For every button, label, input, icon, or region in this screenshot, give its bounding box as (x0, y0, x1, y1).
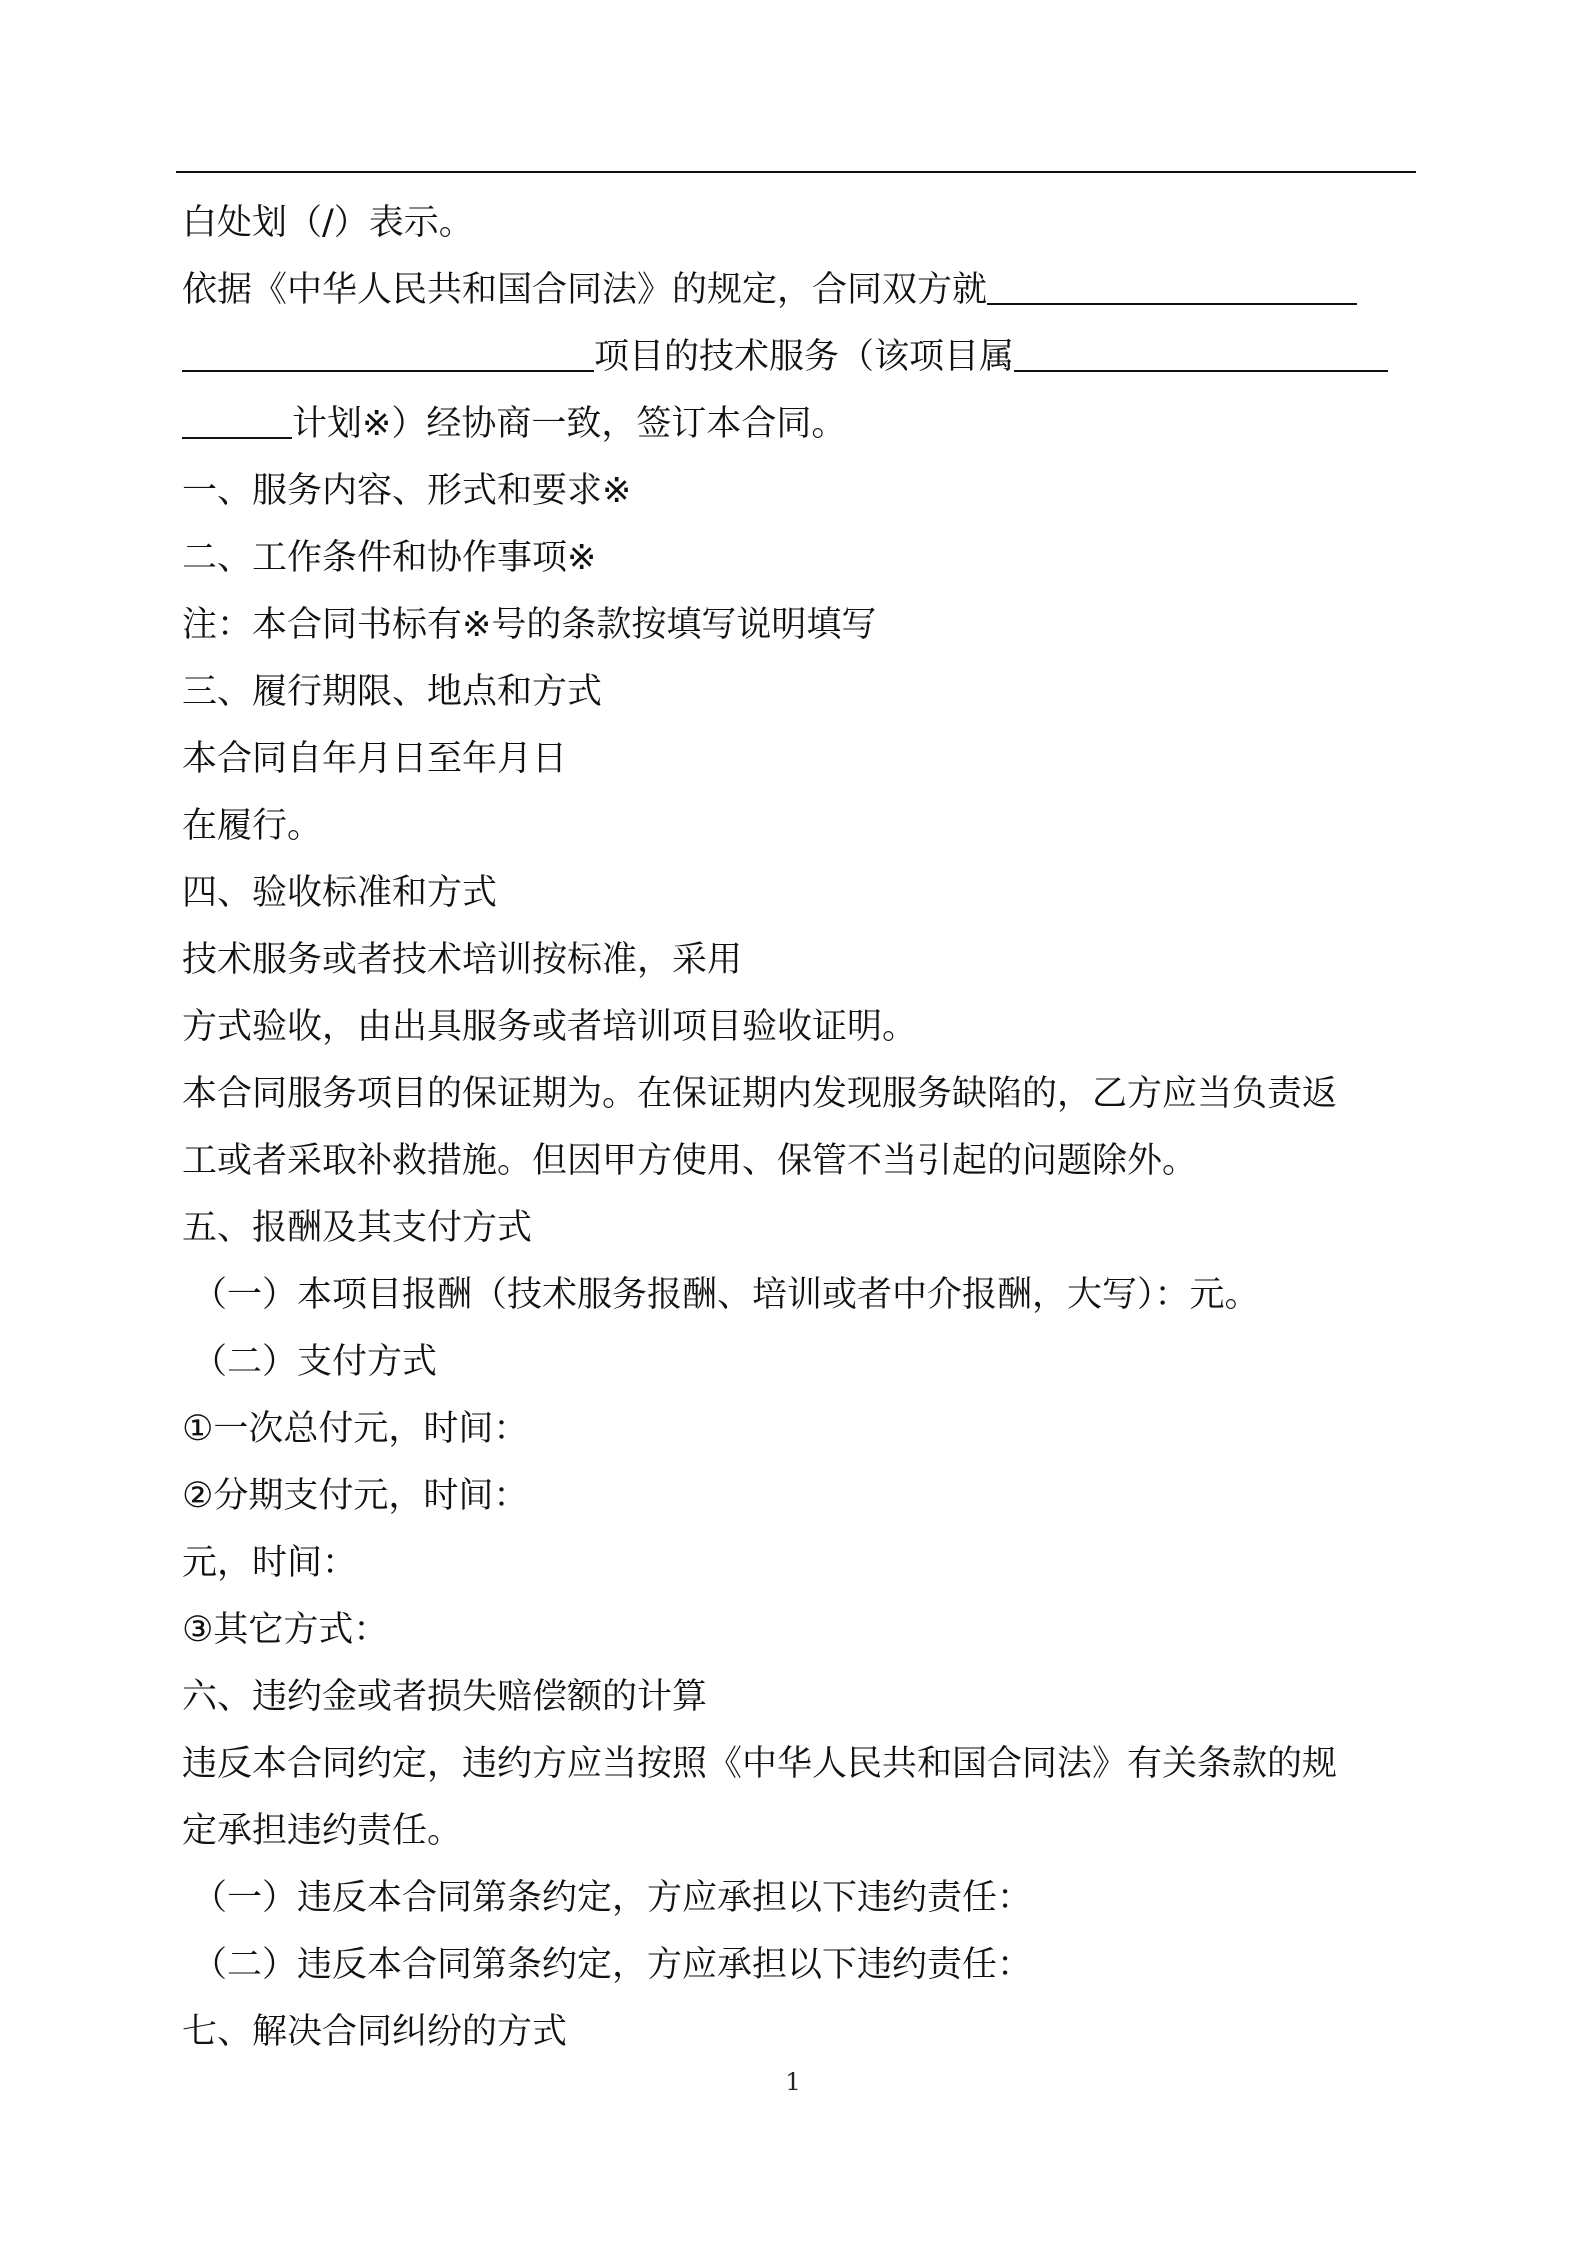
line-text: 四、验收标准和方式 (182, 873, 498, 913)
line-text: 在履行。 (182, 806, 323, 846)
section-heading (182, 525, 1418, 592)
line-text: 二、工作条件和协作事项※ (182, 538, 597, 578)
text-line (182, 1061, 1418, 1128)
text-line (182, 1396, 1418, 1463)
line-text: （一）违反本合同第条约定，方应承担以下违约责任： (192, 1878, 1033, 1918)
section-heading (182, 659, 1418, 726)
text-line (182, 190, 1418, 257)
text-line (182, 1798, 1418, 1865)
fill-blank (987, 263, 1357, 305)
text-line (182, 1731, 1418, 1798)
text-line (182, 994, 1418, 1061)
text-line (182, 1530, 1418, 1597)
text-line (182, 1128, 1418, 1195)
line-text: ①一次总付元，时间： (182, 1409, 529, 1449)
line-text: 工或者采取补救措施。但因甲方使用、保管不当引起的问题除外。 (182, 1141, 1198, 1181)
section-heading (182, 1195, 1418, 1262)
line-text: 方式验收，由出具服务或者培训项目验收证明。 (182, 1007, 918, 1047)
page-number: 1 (785, 2068, 801, 2096)
line-text: （二）违反本合同第条约定，方应承担以下违约责任： (192, 1945, 1033, 1985)
contract-body (182, 190, 1418, 2066)
line-text: 本合同服务项目的保证期为。在保证期内发现服务缺陷的，乙方应当负责返 (182, 1074, 1338, 1114)
line-text: （二）支付方式 (192, 1342, 438, 1382)
line-text: 定承担违约责任。 (182, 1811, 463, 1851)
line-text: （一）本项目报酬（技术服务报酬、培训或者中介报酬，大写）：元。 (192, 1275, 1260, 1315)
line-text: 元，时间： (182, 1543, 358, 1583)
text-line (182, 1329, 1418, 1396)
line-text: 六、违约金或者损失赔偿额的计算 (182, 1677, 708, 1717)
line-text: ③其它方式： (182, 1610, 389, 1650)
line-text: 白处划（/）表示。 (182, 203, 474, 243)
section-heading (182, 860, 1418, 927)
text-line (182, 1932, 1418, 1999)
line-text: 计划※）经协商一致，签订本合同。 (292, 404, 847, 444)
text-line (182, 1463, 1418, 1530)
line-text: 五、报酬及其支付方式 (182, 1208, 533, 1248)
line-text: 注：本合同书标有※号的条款按填写说明填写 (182, 605, 877, 645)
fill-blank (182, 397, 292, 439)
text-line (182, 1865, 1418, 1932)
text-line (182, 726, 1418, 793)
header-rule (176, 171, 1416, 173)
text-line (182, 592, 1418, 659)
line-text: ②分期支付元，时间： (182, 1476, 529, 1516)
section-heading (182, 1664, 1418, 1731)
line-text: 技术服务或者技术培训按标准，采用 (182, 940, 743, 980)
line-text: 一、服务内容、形式和要求※ (182, 471, 632, 511)
text-line (182, 1262, 1418, 1329)
line-text: 本合同自年月日至年月日 (182, 739, 568, 779)
line-text: 依据《中华人民共和国合同法》的规定，合同双方就 (182, 270, 988, 310)
line-text: 项目的技术服务（该项目属 (594, 337, 1015, 377)
fill-blank (1014, 330, 1388, 372)
text-line (182, 324, 1418, 391)
fill-blank (182, 330, 594, 372)
section-heading (182, 458, 1418, 525)
line-text: 三、履行期限、地点和方式 (182, 672, 603, 712)
text-line (182, 927, 1418, 994)
text-line (182, 793, 1418, 860)
line-text: 七、解决合同纠纷的方式 (182, 2012, 568, 2052)
text-line (182, 257, 1418, 324)
text-line (182, 1597, 1418, 1664)
section-heading (182, 1999, 1418, 2066)
text-line (182, 391, 1418, 458)
line-text: 违反本合同约定，违约方应当按照《中华人民共和国合同法》有关条款的规 (182, 1744, 1338, 1784)
